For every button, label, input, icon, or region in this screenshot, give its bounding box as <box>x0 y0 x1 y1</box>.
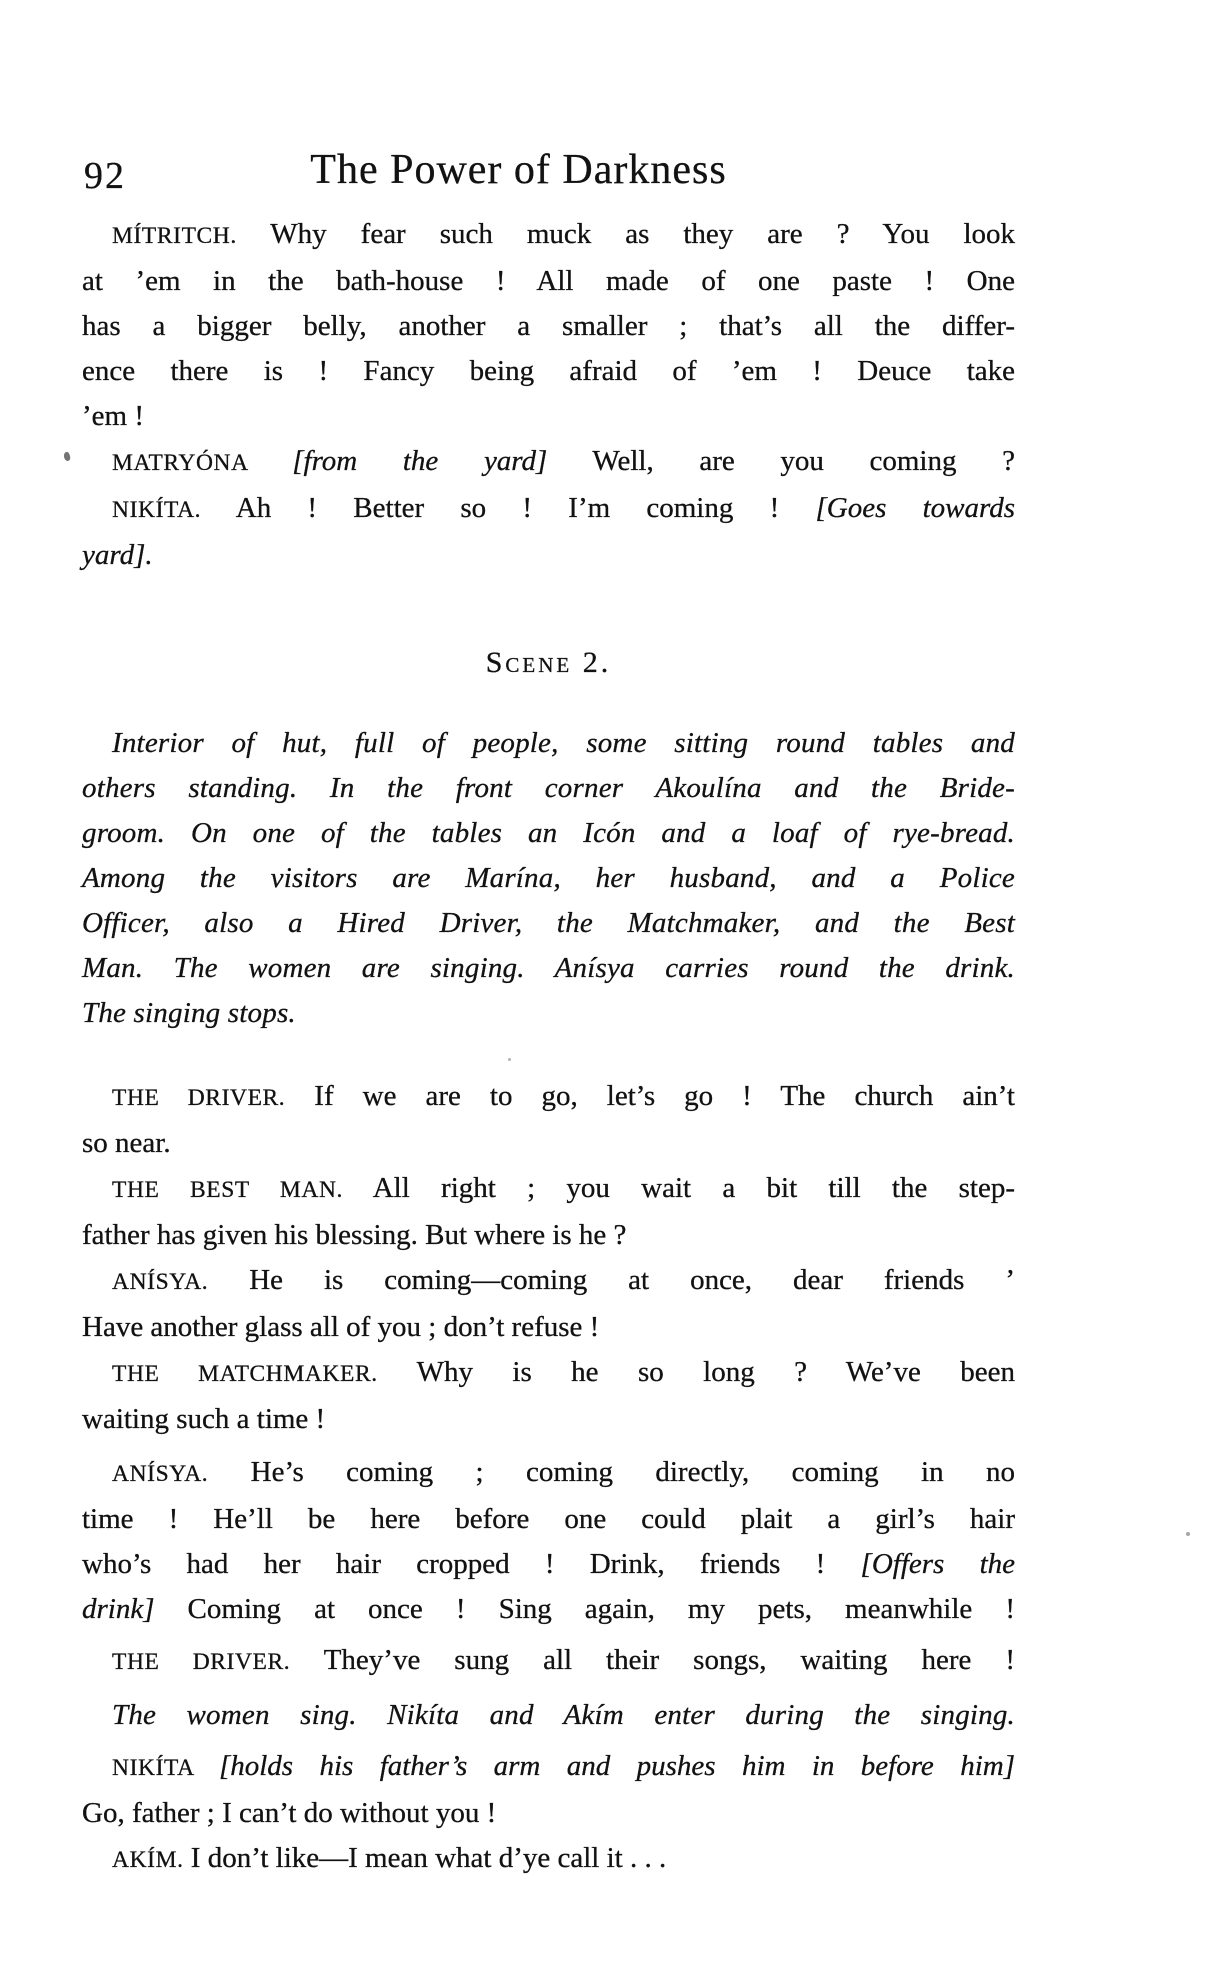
dialogue-text: Why is he so long ? We’ve been <box>377 1356 1015 1388</box>
text-line <box>82 212 1015 259</box>
speech-paragraph <box>82 1836 1015 1883</box>
text-line <box>82 1693 1015 1738</box>
stage-direction-text: groom. On one of the tables an Icón and a loaf of rye-bread. <box>82 817 1015 849</box>
dialogue-text: Well, are you coming ? <box>547 445 1015 477</box>
running-title: The Power of Darkness <box>310 147 727 193</box>
text-line <box>82 304 1015 349</box>
dialogue-text: Ah ! Better so ! I’m coming ! <box>201 492 816 524</box>
dialogue-text: waiting such a time ! <box>82 1403 326 1435</box>
stage-direction-text: Man. The women are singing. Anísya carries round the drink. <box>82 952 1015 984</box>
speech-paragraph <box>82 486 1015 578</box>
stage-direction-text: Officer, also a Hired Driver, the Matchmaker, and the Best <box>82 907 1015 939</box>
dialogue-text: All right ; you wait a bit till the step- <box>343 1172 1015 1204</box>
text-line <box>82 1074 1015 1121</box>
dialogue-text: Coming at once ! Sing again, my pets, meanwhile ! <box>154 1593 1015 1625</box>
dialogue-text: Why fear such muck as they are ? You look <box>236 218 1015 250</box>
text-line <box>82 1744 1015 1791</box>
stage-direction <box>82 721 1015 1036</box>
text-line <box>82 1791 1015 1836</box>
stage-direction-text: The singing stops. <box>82 997 296 1029</box>
text-line <box>82 721 1015 766</box>
speech-paragraph <box>82 1638 1015 1685</box>
speaker-name: MÍTRITCH. <box>112 223 237 249</box>
scene-heading <box>82 640 1015 686</box>
text-line <box>82 1497 1015 1542</box>
text-line <box>82 533 1015 578</box>
dialogue-text: Go, father ; I can’t do without you ! <box>82 1797 497 1829</box>
stage-direction-text: [Goes towards <box>815 492 1015 524</box>
dialogue-text: time ! He’ll be here before one could plait a girl’s hair <box>82 1503 1015 1535</box>
dialogue-text: who’s had her hair cropped ! Drink, friends ! <box>82 1548 861 1580</box>
scan-speck <box>508 1058 511 1061</box>
text-line <box>82 259 1015 304</box>
text-line <box>82 439 1015 486</box>
dialogue-text: Have another glass all of you ; don’t refuse ! <box>82 1311 600 1343</box>
dialogue-text: He is coming—coming at once, dear friends ’ <box>208 1264 1015 1296</box>
speaker-name: MATRYÓNA <box>112 450 293 476</box>
text-line <box>82 486 1015 533</box>
stage-direction-text: yard]. <box>82 539 153 571</box>
speaker-name: NIKÍTA <box>112 1755 219 1781</box>
dialogue-text: so near. <box>82 1127 171 1159</box>
stage-direction <box>82 1693 1015 1738</box>
speaker-name: ANÍSYA. <box>112 1461 209 1487</box>
scan-speck <box>1186 1532 1190 1536</box>
text-line <box>82 1836 1015 1883</box>
speech-paragraph <box>82 1744 1015 1836</box>
dialogue-text: If we are to go, let’s go ! The church ain’t <box>285 1080 1015 1112</box>
speaker-name: ANÍSYA. <box>112 1269 209 1295</box>
dialogue-text: He’s coming ; coming directly, coming in no <box>208 1456 1015 1488</box>
text-line <box>82 811 1015 856</box>
stage-direction-text: Among the visitors are Marína, her husband, and a Police <box>82 862 1015 894</box>
stage-direction-text: [Offers the <box>860 1548 1015 1580</box>
stage-direction-text: drink] <box>82 1593 155 1625</box>
text-line <box>82 1258 1015 1305</box>
speech-paragraph <box>82 1166 1015 1258</box>
speech-paragraph <box>82 212 1015 439</box>
page-body <box>82 212 1015 1883</box>
text-line <box>82 394 1015 439</box>
speaker-name: THE MATCHMAKER. <box>112 1361 378 1387</box>
dialogue-text: father has given his blessing. But where is he ? <box>82 1219 627 1251</box>
page-number: 92 <box>84 155 126 197</box>
text-line <box>82 1213 1015 1258</box>
speaker-name: THE BEST MAN. <box>112 1177 344 1203</box>
dialogue-text: I don’t like—I mean what d’ye call it . . . <box>183 1842 667 1874</box>
stage-direction-text: [holds his father’s arm and pushes him in before him] <box>218 1750 1015 1782</box>
stage-direction-text: Interior of hut, full of people, some sitting round tables and <box>112 727 1015 759</box>
text-line <box>82 640 1015 686</box>
dialogue-text: has a bigger belly, another a smaller ; that’s all the differ- <box>82 310 1015 342</box>
text-line <box>82 901 1015 946</box>
text-line <box>82 1121 1015 1166</box>
speech-paragraph <box>82 439 1015 486</box>
text-line <box>82 1450 1015 1497</box>
speaker-name: AKÍM. <box>112 1847 184 1873</box>
speaker-name: NIKÍTA. <box>112 497 202 523</box>
stage-direction-text: [from the yard] <box>292 445 548 477</box>
stage-direction-text: others standing. In the front corner Akoulína and the Bride- <box>82 772 1015 804</box>
text-line <box>82 1350 1015 1397</box>
speaker-name: THE DRIVER. <box>112 1085 286 1111</box>
text-line <box>82 766 1015 811</box>
speech-paragraph <box>82 1450 1015 1632</box>
speech-paragraph <box>82 1350 1015 1442</box>
dialogue-text: They’ve sung all their songs, waiting here ! <box>290 1644 1015 1676</box>
text-line <box>82 1587 1015 1632</box>
text-line <box>82 1542 1015 1587</box>
text-line <box>82 349 1015 394</box>
text-line <box>82 1305 1015 1350</box>
text-line <box>82 856 1015 901</box>
dialogue-text: ’em ! <box>82 400 144 432</box>
speaker-name: THE DRIVER. <box>112 1649 291 1675</box>
stage-direction-text: The women sing. Nikíta and Akím enter during the singing. <box>112 1699 1015 1731</box>
text-line <box>82 1166 1015 1213</box>
text-line <box>82 1638 1015 1685</box>
dialogue-text: ence there is ! Fancy being afraid of ’em ! Deuce take <box>82 355 1015 387</box>
speech-paragraph <box>82 1074 1015 1166</box>
text-line <box>82 991 1015 1036</box>
text-line <box>82 1397 1015 1442</box>
page-header <box>82 146 1015 197</box>
scene-heading-text: Scene 2. <box>485 646 612 679</box>
dialogue-text: at ’em in the bath-house ! All made of one paste ! One <box>82 265 1015 297</box>
scan-speck <box>63 451 71 461</box>
speech-paragraph <box>82 1258 1015 1350</box>
text-line <box>82 946 1015 991</box>
